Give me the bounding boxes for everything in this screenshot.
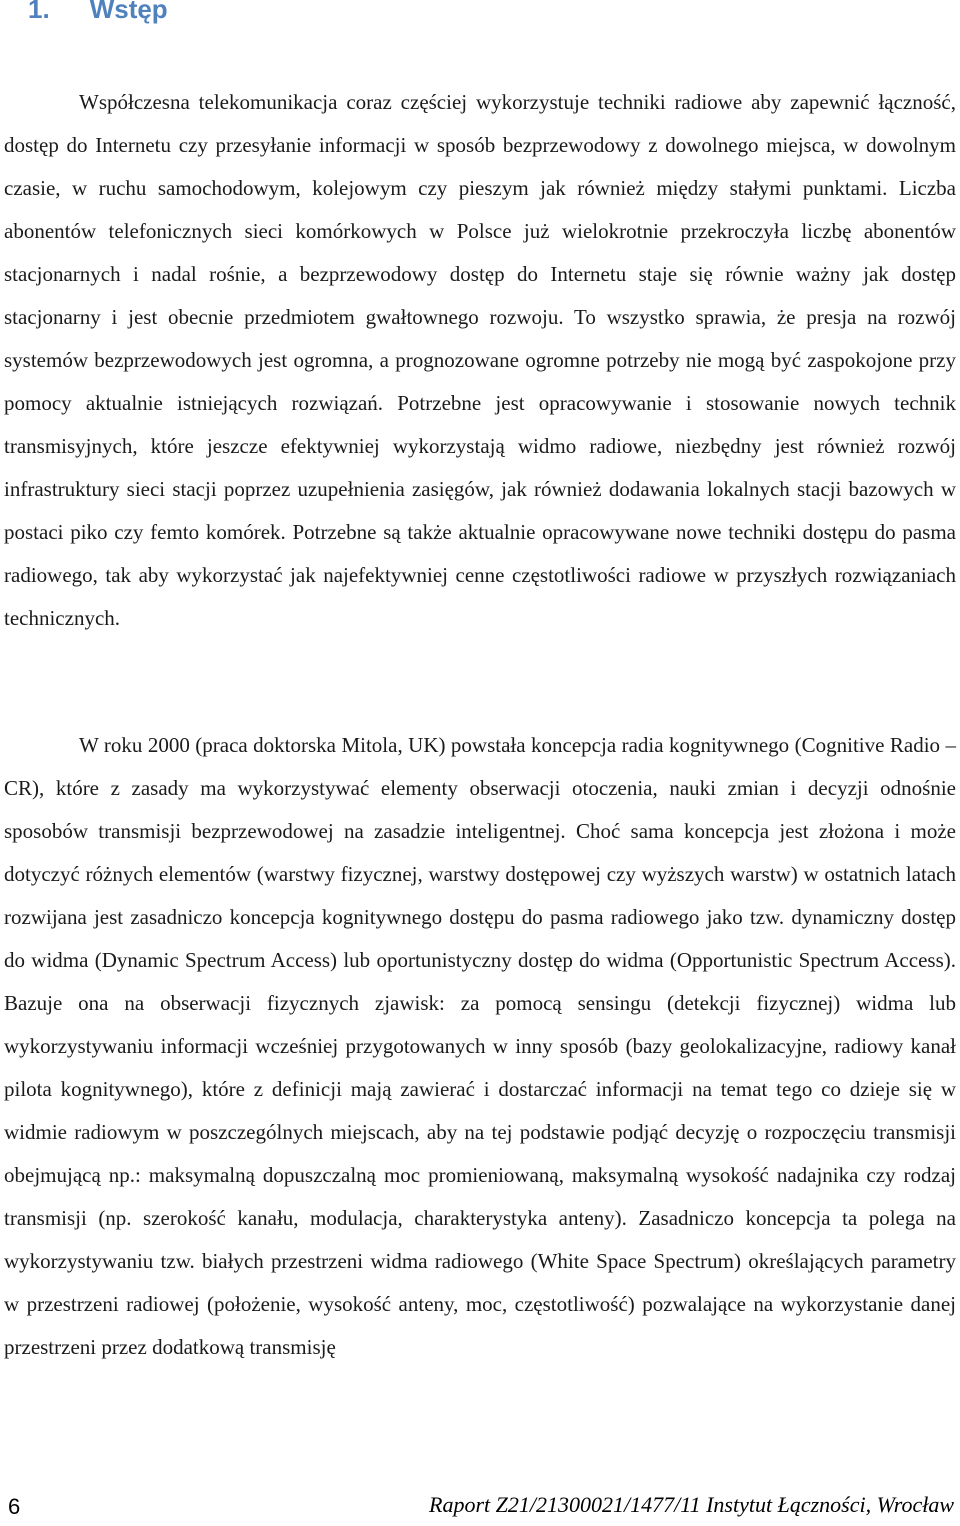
- page-number: 6: [8, 1494, 21, 1519]
- body-paragraph-1: Współczesna telekomunikacja coraz częściej wykorzystuje techniki radiowe aby zapewnić łączność, dostęp do Internetu czy przesyłanie informacji w sposób bezprzewodowy z dowolnego miejsca, w dowolnym czasie, w ruchu samochodowym, kolejowym czy pieszym jak również między stałymi punktami. Liczba abonentów telefonicznych sieci komórkowych w Polsce już wielokrotnie przekroczyła liczbę abonentów stacjonarnych i nadal rośnie, a bezprzewodowy dostęp do Internetu staje się równie ważny jak dostęp stacjonarny i jest obecnie przedmiotem gwałtownego rozwoju. To wszystko sprawia, że presja na rozwój systemów bezprzewodowych jest ogromna, a prognozowane ogromne potrzeby nie mogą być zaspokojone przy pomocy aktualnie istniejących rozwiązań. Potrzebne jest opracowywanie i stosowanie nowych technik transmisyjnych, które jeszcze efektywniej wykorzystają widmo radiowe, niezbędny jest również rozwój infrastruktury sieci stacji poprzez uzupełnienia zasięgów, jak również dodawania lokalnych stacji bazowych w postaci piko czy femto komórek. Potrzebne są także aktualnie opracowywane nowe techniki dostępu do pasma radiowego, tak aby wykorzystać jak najefektywniej cenne częstotliwości radiowe w przyszłych rozwiązaniach technicznych.: [4, 90, 956, 630]
- section-heading: [28, 0, 168, 25]
- section-title: Wstęp: [89, 0, 168, 24]
- section-number: 1.: [28, 0, 50, 24]
- body-paragraph-2: W roku 2000 (praca doktorska Mitola, UK) powstała koncepcja radia kognitywnego (Cognitive Radio – CR), które z zasady ma wykorzystywać elementy obserwacji otoczenia, nauki zmian i decyzji odnośnie sposobów transmisji bezprzewodowej na zasadzie inteligentnej. Choć sama koncepcja jest złożona i może dotyczyć różnych elementów (warstwy fizycznej, warstwy dostępowej czy wyższych warstw) w ostatnich latach rozwijana jest zasadniczo koncepcja kognitywnego dostępu do pasma radiowego jako tzw. dynamiczny dostęp do widma (Dynamic Spectrum Access) lub oportunistyczny dostęp do widma (Opportunistic Spectrum Access). Bazuje ona na obserwacji fizycznych zjawisk: za pomocą sensingu (detekcji fizycznej) widma lub wykorzystywaniu informacji wcześniej przygotowanych w inny sposób (bazy geolokalizacyjne, radiowy kanał pilota kognitywnego), które z definicji mają zawierać i dostarczać informacji na temat tego co dzieje się w widmie radiowym w poszczególnych miejscach, aby na tej podstawie podjąć decyzję o rozpoczęciu transmisji obejmującą np.: maksymalną dopuszczalną moc promieniowaną, maksymalną wysokość nadajnika czy rodzaj transmisji (np. szerokość kanału, modulacja, charakterystyka anteny). Zasadniczo koncepcja ta polega na wykorzystywaniu tzw. białych przestrzeni widma radiowego (White Space Spectrum) określających parametry w przestrzeni radiowej (położenie, wysokość anteny, moc, częstotliwość) pozwalające na wykorzystanie danej przestrzeni przez dodatkową transmisję: [4, 733, 956, 1359]
- footer-report-info: Raport Z21/21300021/1477/11 Instytut Łączności, Wrocław: [429, 1492, 954, 1517]
